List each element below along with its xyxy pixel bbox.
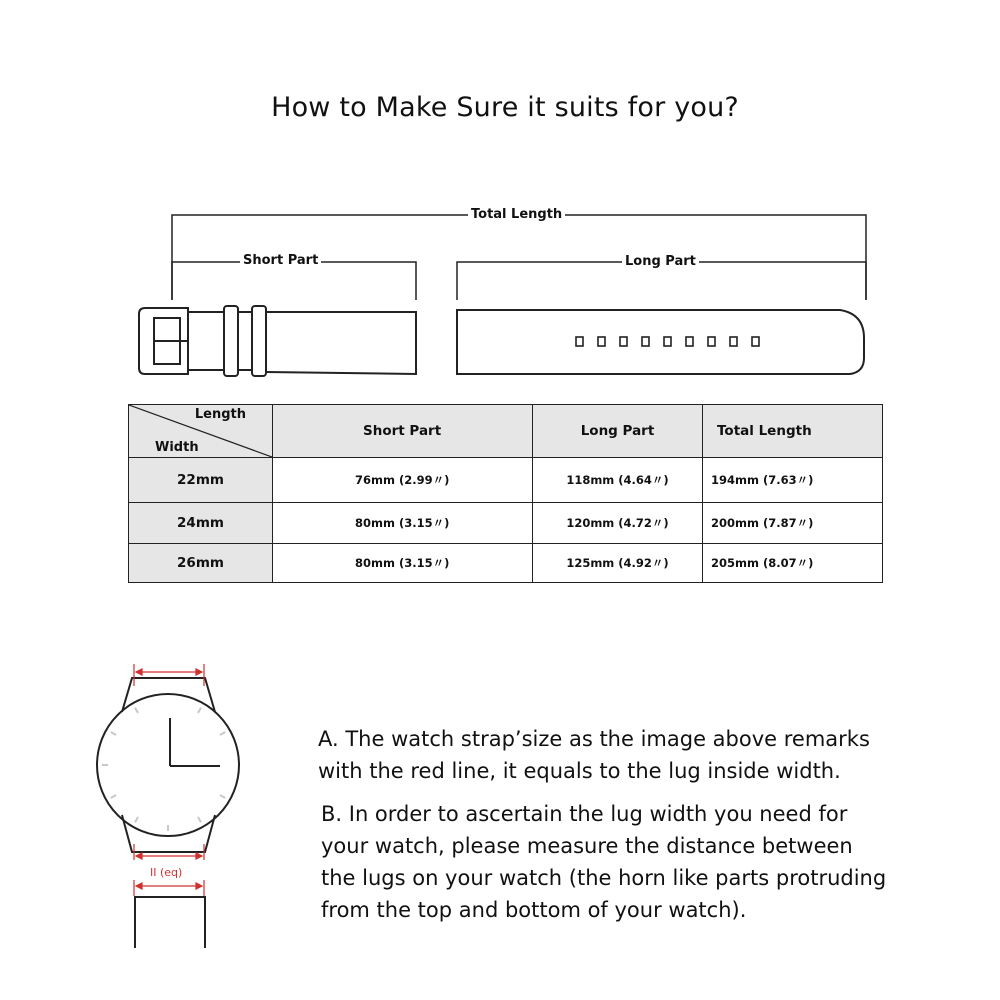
strap-hole bbox=[708, 337, 715, 346]
row-long: 120mm (4.72〃) bbox=[533, 503, 703, 544]
strap-holes bbox=[576, 337, 759, 346]
note-a-line: A. The watch strap’size as the image above remarks bbox=[318, 727, 870, 751]
watch-tick bbox=[135, 817, 138, 822]
note-b-line: the lugs on your watch (the horn like parts protruding bbox=[321, 866, 887, 890]
short-part-label: Short Part bbox=[240, 253, 321, 269]
watch-tick bbox=[198, 708, 201, 713]
strap-width-marker bbox=[134, 880, 204, 896]
long-strap bbox=[457, 310, 864, 374]
short-strap bbox=[139, 306, 416, 376]
row-total: 205mm (8.07〃) bbox=[703, 544, 883, 583]
table-row bbox=[129, 503, 883, 544]
watch-diagram bbox=[97, 678, 239, 948]
strap-hole bbox=[730, 337, 737, 346]
header-short-part: Short Part bbox=[273, 405, 533, 458]
size-table bbox=[128, 404, 883, 583]
strap-body-long bbox=[457, 310, 864, 374]
header-total-length: Total Length bbox=[703, 405, 883, 458]
table-row bbox=[129, 458, 883, 503]
strap-below-watch bbox=[135, 897, 205, 948]
page-title: How to Make Sure it suits for you? bbox=[271, 92, 739, 123]
note-b bbox=[321, 798, 886, 926]
table-row bbox=[129, 544, 883, 583]
strap-hole bbox=[576, 337, 583, 346]
row-width: 22mm bbox=[129, 458, 273, 503]
note-b-line: your watch, please measure the distance between bbox=[321, 834, 853, 858]
note-b-line: from the top and bottom of your watch). bbox=[321, 898, 747, 922]
row-total: 200mm (7.87〃) bbox=[703, 503, 883, 544]
strap-hole bbox=[664, 337, 671, 346]
strap-hole bbox=[686, 337, 693, 346]
note-a bbox=[318, 723, 870, 787]
watch-tick bbox=[220, 795, 225, 798]
row-width: 24mm bbox=[129, 503, 273, 544]
strap-body-short bbox=[188, 312, 416, 374]
strap-hole bbox=[620, 337, 627, 346]
watch-ticks bbox=[102, 708, 225, 831]
total-length-label: Total Length bbox=[468, 207, 565, 223]
watch-tick bbox=[135, 708, 138, 713]
strap-hole bbox=[642, 337, 649, 346]
watch-tick bbox=[220, 732, 225, 735]
long-part-label: Long Part bbox=[622, 254, 699, 270]
strap-hole bbox=[598, 337, 605, 346]
row-width: 26mm bbox=[129, 544, 273, 583]
eq-label: II (eq) bbox=[150, 866, 183, 879]
note-b-line: B. In order to ascertain the lug width you need for bbox=[321, 802, 848, 826]
table-corner-cell bbox=[129, 405, 273, 458]
lug-width-marker-top bbox=[134, 664, 204, 686]
watch-tick bbox=[198, 817, 201, 822]
row-long: 118mm (4.64〃) bbox=[533, 458, 703, 503]
header-long-part: Long Part bbox=[533, 405, 703, 458]
strap-keeper-2 bbox=[252, 306, 266, 376]
strap-keeper-1 bbox=[224, 306, 238, 376]
watch-tick bbox=[111, 732, 116, 735]
row-short: 76mm (2.99〃) bbox=[273, 458, 533, 503]
strap-hole bbox=[752, 337, 759, 346]
row-short: 80mm (3.15〃) bbox=[273, 503, 533, 544]
corner-length-label: Length bbox=[194, 407, 246, 422]
note-a-line: with the red line, it equals to the lug inside width. bbox=[318, 759, 841, 783]
row-total: 194mm (7.63〃) bbox=[703, 458, 883, 503]
row-long: 125mm (4.92〃) bbox=[533, 544, 703, 583]
corner-width-label: Width bbox=[155, 440, 199, 455]
row-short: 80mm (3.15〃) bbox=[273, 544, 533, 583]
table-header-row bbox=[129, 405, 883, 458]
watch-tick bbox=[111, 795, 116, 798]
